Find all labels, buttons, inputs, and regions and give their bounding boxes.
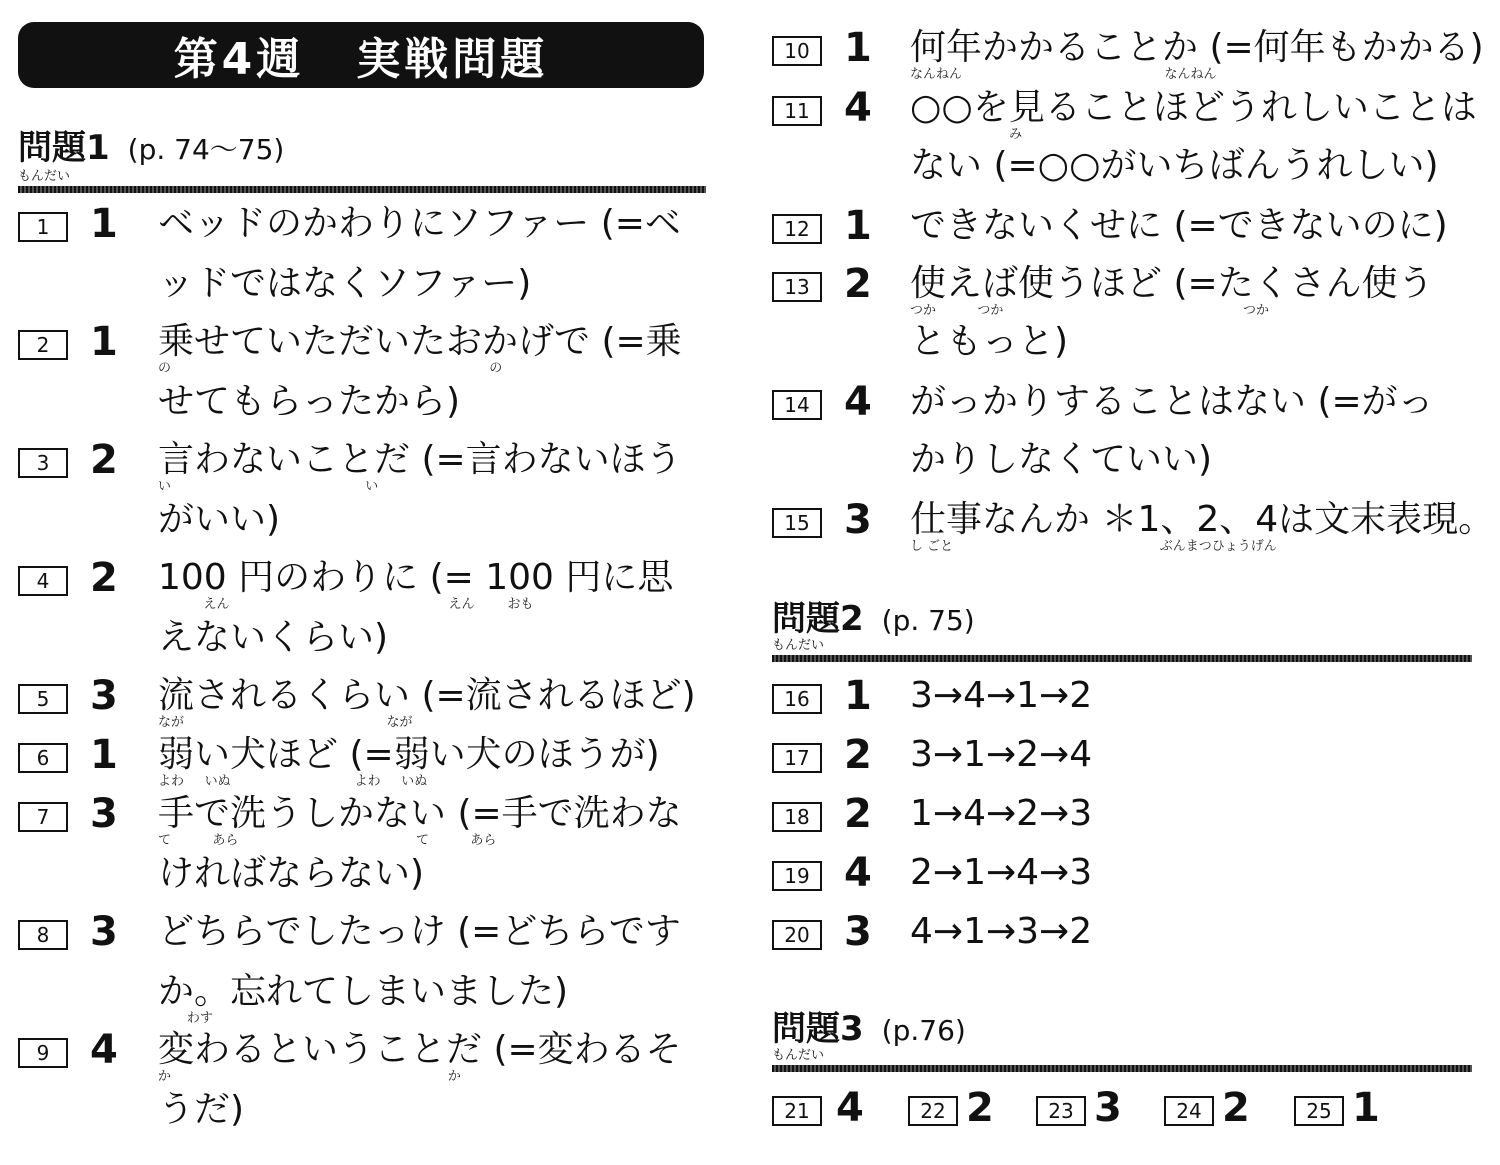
question-answer: 4 bbox=[90, 1027, 118, 1073]
question-answer: 4 bbox=[844, 85, 872, 131]
section-3-answers bbox=[772, 1085, 1472, 1140]
section-2-rule bbox=[772, 655, 1472, 662]
answer-line: がっかりすることはない (=がっ bbox=[910, 381, 1434, 422]
question-number: 14 bbox=[772, 390, 822, 420]
question-answer: 1 bbox=[90, 319, 118, 365]
answer-line: 弱い犬ほど (=弱い犬のほうが) bbox=[158, 734, 660, 775]
question-answer: 3 bbox=[844, 909, 872, 955]
answer-line: ○○を見ることほどうれしいことは bbox=[910, 87, 1477, 128]
answer-line: どちらでしたっけ (=どちらです bbox=[158, 911, 681, 952]
question-answer: 1 bbox=[90, 201, 118, 247]
question-number: 24 bbox=[1164, 1096, 1214, 1126]
question-answer: 2 bbox=[844, 732, 872, 778]
question-number: 19 bbox=[772, 861, 822, 891]
question-answer: 1 bbox=[90, 732, 118, 778]
answer-line: せてもらったから) bbox=[158, 381, 461, 422]
furigana-row: えん えん おも bbox=[158, 597, 534, 612]
section-1-ruby: もんだい bbox=[18, 169, 71, 184]
question-answer: 4 bbox=[836, 1085, 864, 1131]
answer-line: がいい) bbox=[158, 499, 281, 540]
page-title bbox=[18, 22, 704, 88]
section-2-title: 問題2 bbox=[772, 599, 864, 639]
answer-line: 使えば使うほど (=たくさん使う bbox=[910, 263, 1434, 304]
answer-line: 流されるくらい (=流されるほど) bbox=[158, 675, 696, 716]
question-answer: 4 bbox=[844, 850, 872, 896]
question-number: 23 bbox=[1036, 1096, 1086, 1126]
question-number: 21 bbox=[772, 1096, 822, 1126]
answer-line: 100 円のわりに (= 100 円に思 bbox=[158, 557, 674, 598]
question-number: 12 bbox=[772, 214, 822, 244]
answer-line: うだ) bbox=[158, 1089, 245, 1130]
question-answer: 1 bbox=[1352, 1085, 1380, 1131]
furigana-row: て あら て あら bbox=[158, 833, 497, 848]
question-number: 6 bbox=[18, 743, 68, 773]
answer-line: ッドではなくソファー) bbox=[158, 263, 532, 304]
question-answer: 3 bbox=[844, 497, 872, 543]
furigana-row: い い bbox=[158, 479, 379, 494]
answer-sequence: 3→4→1→2 bbox=[910, 675, 1093, 716]
question-answer: 2 bbox=[1222, 1085, 1250, 1131]
question-number: 18 bbox=[772, 802, 822, 832]
answer-line: ない (=○○がいちばんうれしい) bbox=[910, 145, 1439, 186]
section-3-range: (p.76) bbox=[881, 1014, 966, 1047]
question-answer: 2 bbox=[966, 1085, 994, 1131]
question-number: 25 bbox=[1294, 1096, 1344, 1126]
question-number: 8 bbox=[18, 920, 68, 950]
answer-line: か。忘れてしまいました) bbox=[158, 971, 569, 1012]
furigana-row: つか つか つか bbox=[910, 303, 1269, 318]
answer-line: できないくせに (=できないのに) bbox=[910, 205, 1448, 246]
section-2-range: (p. 75) bbox=[881, 604, 975, 637]
section-1-rule bbox=[18, 186, 706, 193]
answer-line: 言わないことだ (=言わないほう bbox=[158, 439, 682, 480]
question-answer: 2 bbox=[844, 261, 872, 307]
section-3-ruby: もんだい bbox=[772, 1048, 825, 1063]
question-number: 10 bbox=[772, 36, 822, 66]
question-number: 22 bbox=[908, 1096, 958, 1126]
answer-line: 何年かかることか (=何年もかかる) bbox=[910, 27, 1484, 68]
section-1-header bbox=[18, 128, 706, 193]
question-number: 11 bbox=[772, 96, 822, 126]
question-number: 4 bbox=[18, 566, 68, 596]
section-3-rule bbox=[772, 1065, 1472, 1072]
question-answer: 4 bbox=[844, 379, 872, 425]
question-number: 3 bbox=[18, 448, 68, 478]
question-answer: 3 bbox=[1094, 1085, 1122, 1131]
question-number: 5 bbox=[18, 684, 68, 714]
answer-line: 変わるということだ (=変わるそ bbox=[158, 1029, 682, 1070]
question-number: 15 bbox=[772, 508, 822, 538]
question-number: 20 bbox=[772, 920, 822, 950]
question-answer: 2 bbox=[844, 791, 872, 837]
furigana-row: なんねん なんねん bbox=[910, 67, 1217, 82]
question-number: 16 bbox=[772, 684, 822, 714]
question-number: 7 bbox=[18, 802, 68, 832]
answer-line: かりしなくていい) bbox=[910, 439, 1213, 480]
question-answer: 1 bbox=[844, 203, 872, 249]
furigana-row: か か bbox=[158, 1069, 461, 1084]
section-1-range: (p. 74～75) bbox=[127, 133, 285, 166]
title-main: 実戦問題 bbox=[356, 34, 549, 85]
question-number: 2 bbox=[18, 330, 68, 360]
question-answer: 2 bbox=[90, 555, 118, 601]
question-answer: 2 bbox=[90, 437, 118, 483]
question-answer: 3 bbox=[90, 791, 118, 837]
furigana-row: の の bbox=[158, 361, 503, 376]
answer-line: 乗せていただいたおかげで (=乗 bbox=[158, 321, 682, 362]
furigana-row: み bbox=[910, 127, 1023, 142]
answer-sequence: 2→1→4→3 bbox=[910, 852, 1093, 893]
section-2-header bbox=[772, 599, 1472, 662]
answer-line: 仕事なんか ＊1、2、4は文末表現。 bbox=[910, 499, 1495, 540]
furigana-row: し ごと ぶんまつひょうげん bbox=[910, 539, 1277, 554]
question-number: 9 bbox=[18, 1038, 68, 1068]
question-number: 13 bbox=[772, 272, 822, 302]
question-number: 17 bbox=[772, 743, 822, 773]
answer-line: ければならない) bbox=[158, 853, 425, 894]
answer-line: ともっと) bbox=[910, 321, 1069, 362]
question-answer: 3 bbox=[90, 909, 118, 955]
question-answer: 3 bbox=[90, 673, 118, 719]
answer-sequence: 4→1→3→2 bbox=[910, 911, 1093, 952]
question-number: 1 bbox=[18, 212, 68, 242]
furigana-row: わす bbox=[158, 1011, 213, 1026]
furigana-row: なが なが bbox=[158, 715, 413, 730]
answer-line: 手で洗うしかない (=手で洗わな bbox=[158, 793, 682, 834]
section-2-ruby: もんだい bbox=[772, 638, 825, 653]
answer-line: ベッドのかわりにソファー (=ベ bbox=[158, 203, 681, 244]
title-week: 第4週 bbox=[173, 34, 305, 85]
answer-sequence: 1→4→2→3 bbox=[910, 793, 1093, 834]
question-answer: 1 bbox=[844, 25, 872, 71]
answer-line: えないくらい) bbox=[158, 617, 389, 658]
answer-sequence: 3→1→2→4 bbox=[910, 734, 1093, 775]
section-3-header bbox=[772, 1009, 1472, 1072]
question-answer: 1 bbox=[844, 673, 872, 719]
section-3-title: 問題3 bbox=[772, 1009, 864, 1049]
furigana-row: よわ いぬ よわ いぬ bbox=[158, 774, 428, 789]
section-1-title: 問題1 bbox=[18, 128, 110, 168]
